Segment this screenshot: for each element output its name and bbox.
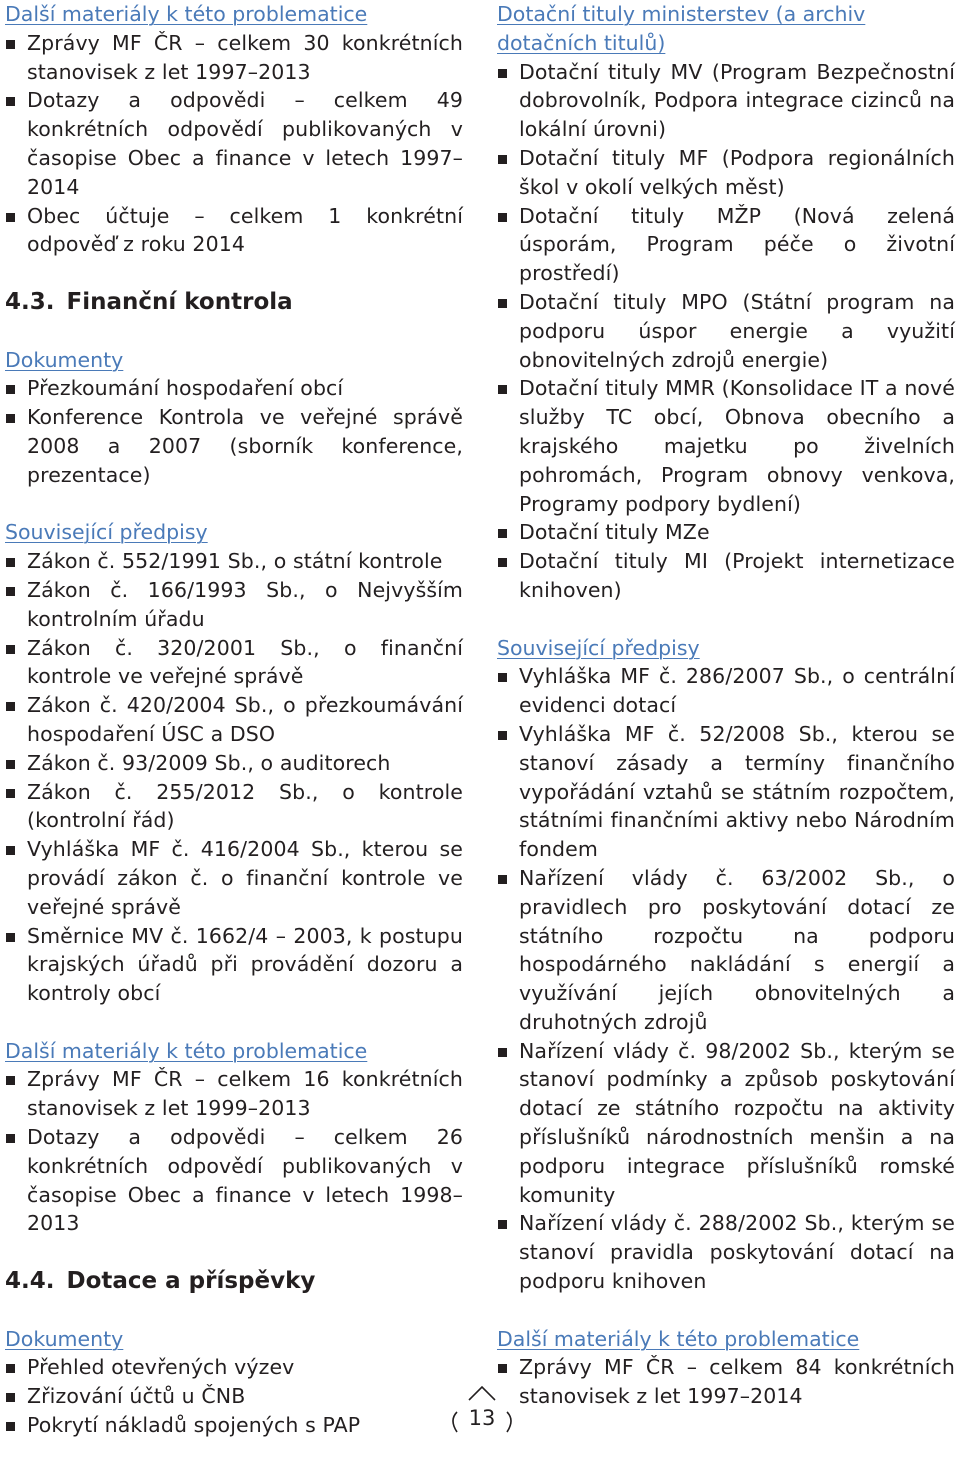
list-item[interactable]: Dotační tituly MF (Podpora regionálních škol v okolí velkých měst) — [497, 144, 955, 202]
section-heading-finance-control — [5, 288, 299, 317]
regulations-label[interactable]: Související předpisy — [497, 635, 700, 660]
regulations-label[interactable]: Související předpisy — [5, 520, 208, 545]
list-item[interactable]: Zákon č. 552/1991 Sb., o státní kontrole — [5, 547, 463, 576]
ministries-list — [497, 58, 955, 605]
list-item[interactable]: Zákon č. 255/2012 Sb., o kontrole (kontrolní řád) — [5, 778, 463, 836]
materials-list — [5, 29, 463, 259]
section-heading-subsidies — [5, 1267, 321, 1296]
list-item[interactable]: Dotační tituly MPO (Státní program na podporu úspor energie a využití obnovitelných zdrojů energie) — [497, 288, 955, 374]
section-number: 4.3. — [5, 288, 55, 315]
list-item[interactable]: Zákon č. 93/2009 Sb., o auditorech — [5, 749, 463, 778]
list-item[interactable]: Vyhláška MF č. 52/2008 Sb., kterou se stanoví zásady a termíny finančního vypořádání vztahů se státním rozpočtem, státními finančními aktivy nebo Národním fondem — [497, 720, 955, 864]
materials-label[interactable]: Další materiály k této problematice — [497, 1326, 860, 1351]
materials-list — [497, 1353, 955, 1411]
list-item[interactable]: Směrnice MV č. 1662/4 – 2003, k postupu krajských úřadů při provádění dozoru a kontroly obcí — [5, 922, 463, 1008]
list-item[interactable]: Přehled otevřených výzev — [5, 1353, 463, 1382]
list-item[interactable]: Dotační tituly MMR (Konsolidace IT a nové služby TC obcí, Obnova obecního a krajského majetku po živelních pohromách, Program obnovy venkova, Programy podpory bydlení) — [497, 374, 955, 518]
left-column — [5, 0, 463, 1440]
list-item[interactable]: Nařízení vlády č. 98/2002 Sb., kterým se stanoví podmínky a způsob poskytování dotací ze státního rozpočtu na aktivity příslušníků národnostních menšin a na podporu integrace příslušníků romské komunity — [497, 1037, 955, 1210]
list-item[interactable]: Zprávy MF ČR – celkem 16 konkrétních stanovisek z let 1999–2013 — [5, 1065, 463, 1123]
list-item[interactable]: Dotační tituly MI (Projekt internetizace knihoven) — [497, 547, 955, 605]
list-item[interactable]: Zprávy MF ČR – celkem 84 konkrétních stanovisek z let 1997–2014 — [497, 1353, 955, 1411]
list-item: Obec účtuje – celkem 1 konkrétní odpověď z roku 2014 — [5, 202, 463, 260]
documents-label[interactable]: Dokumenty — [5, 347, 124, 372]
documents-list — [5, 1353, 463, 1439]
materials-label[interactable]: Další materiály k této problematice — [5, 2, 368, 26]
page-number: 13 — [468, 1406, 496, 1430]
section-title: Finanční kontrola — [66, 288, 293, 315]
list-item[interactable]: Vyhláška MF č. 416/2004 Sb., kterou se provádí zákon č. o finanční kontrole ve veřejné správě — [5, 835, 463, 921]
list-item[interactable]: Konference Kontrola ve veřejné správě 2008 a 2007 (sborník konference, prezentace) — [5, 403, 463, 489]
section-number: 4.4. — [5, 1268, 55, 1295]
list-item: Zprávy MF ČR – celkem 30 konkrétních stanovisek z let 1997–2013 — [5, 29, 463, 87]
list-item: Dotazy a odpovědi – celkem 49 konkrétních odpovědí publikovaných v časopise Obec a finance v letech 1997–2014 — [5, 86, 463, 201]
list-item[interactable]: Přezkoumání hospodaření obcí — [5, 374, 463, 403]
list-item[interactable]: Pokrytí nákladů spojených s PAP — [5, 1411, 463, 1440]
right-column — [497, 0, 955, 1411]
list-item[interactable]: Zákon č. 320/2001 Sb., o finanční kontrole ve veřejné správě — [5, 634, 463, 692]
ministries-label[interactable]: Dotační tituly ministerstev (a archiv dotačních titulů) — [497, 2, 866, 55]
list-item[interactable]: Nařízení vlády č. 63/2002 Sb., o pravidlech pro poskytování dotací ze státního rozpočtu na podporu hospodárného nakládání s energií a využívání jejích obnovitelných a druhotných zdrojů — [497, 864, 955, 1037]
regulations-list — [497, 662, 955, 1296]
regulations-list — [5, 547, 463, 1008]
documents-list — [5, 374, 463, 489]
materials-label[interactable]: Další materiály k této problematice — [5, 1038, 368, 1063]
list-item[interactable]: Vyhláška MF č. 286/2007 Sb., o centrální evidenci dotací — [497, 662, 955, 720]
section-title: Dotace a příspěvky — [66, 1268, 316, 1295]
list-item[interactable]: Zákon č. 420/2004 Sb., o přezkoumávání hospodaření ÚSC a DSO — [5, 691, 463, 749]
list-item[interactable]: Dotační tituly MZe — [497, 518, 955, 547]
list-item[interactable]: Zákon č. 166/1993 Sb., o Nejvyšším kontrolním úřadu — [5, 576, 463, 634]
materials-list — [5, 1065, 463, 1238]
list-item[interactable]: Dotazy a odpovědi – celkem 26 konkrétních odpovědí publikovaných v časopise Obec a finance v letech 1998–2013 — [5, 1123, 463, 1238]
list-item[interactable]: Zřizování účtů u ČNB — [5, 1382, 463, 1411]
page-number-badge — [443, 1386, 521, 1452]
list-item[interactable]: Nařízení vlády č. 288/2002 Sb., kterým se stanoví pravidla poskytování dotací na podporu knihoven — [497, 1209, 955, 1295]
list-item[interactable]: Dotační tituly MV (Program Bezpečnostní dobrovolník, Podpora integrace cizinců na lokální úrovni) — [497, 58, 955, 144]
documents-label[interactable]: Dokumenty — [5, 1326, 124, 1351]
list-item[interactable]: Dotační tituly MŽP (Nová zelená úsporám, Program péče o životní prostředí) — [497, 202, 955, 288]
